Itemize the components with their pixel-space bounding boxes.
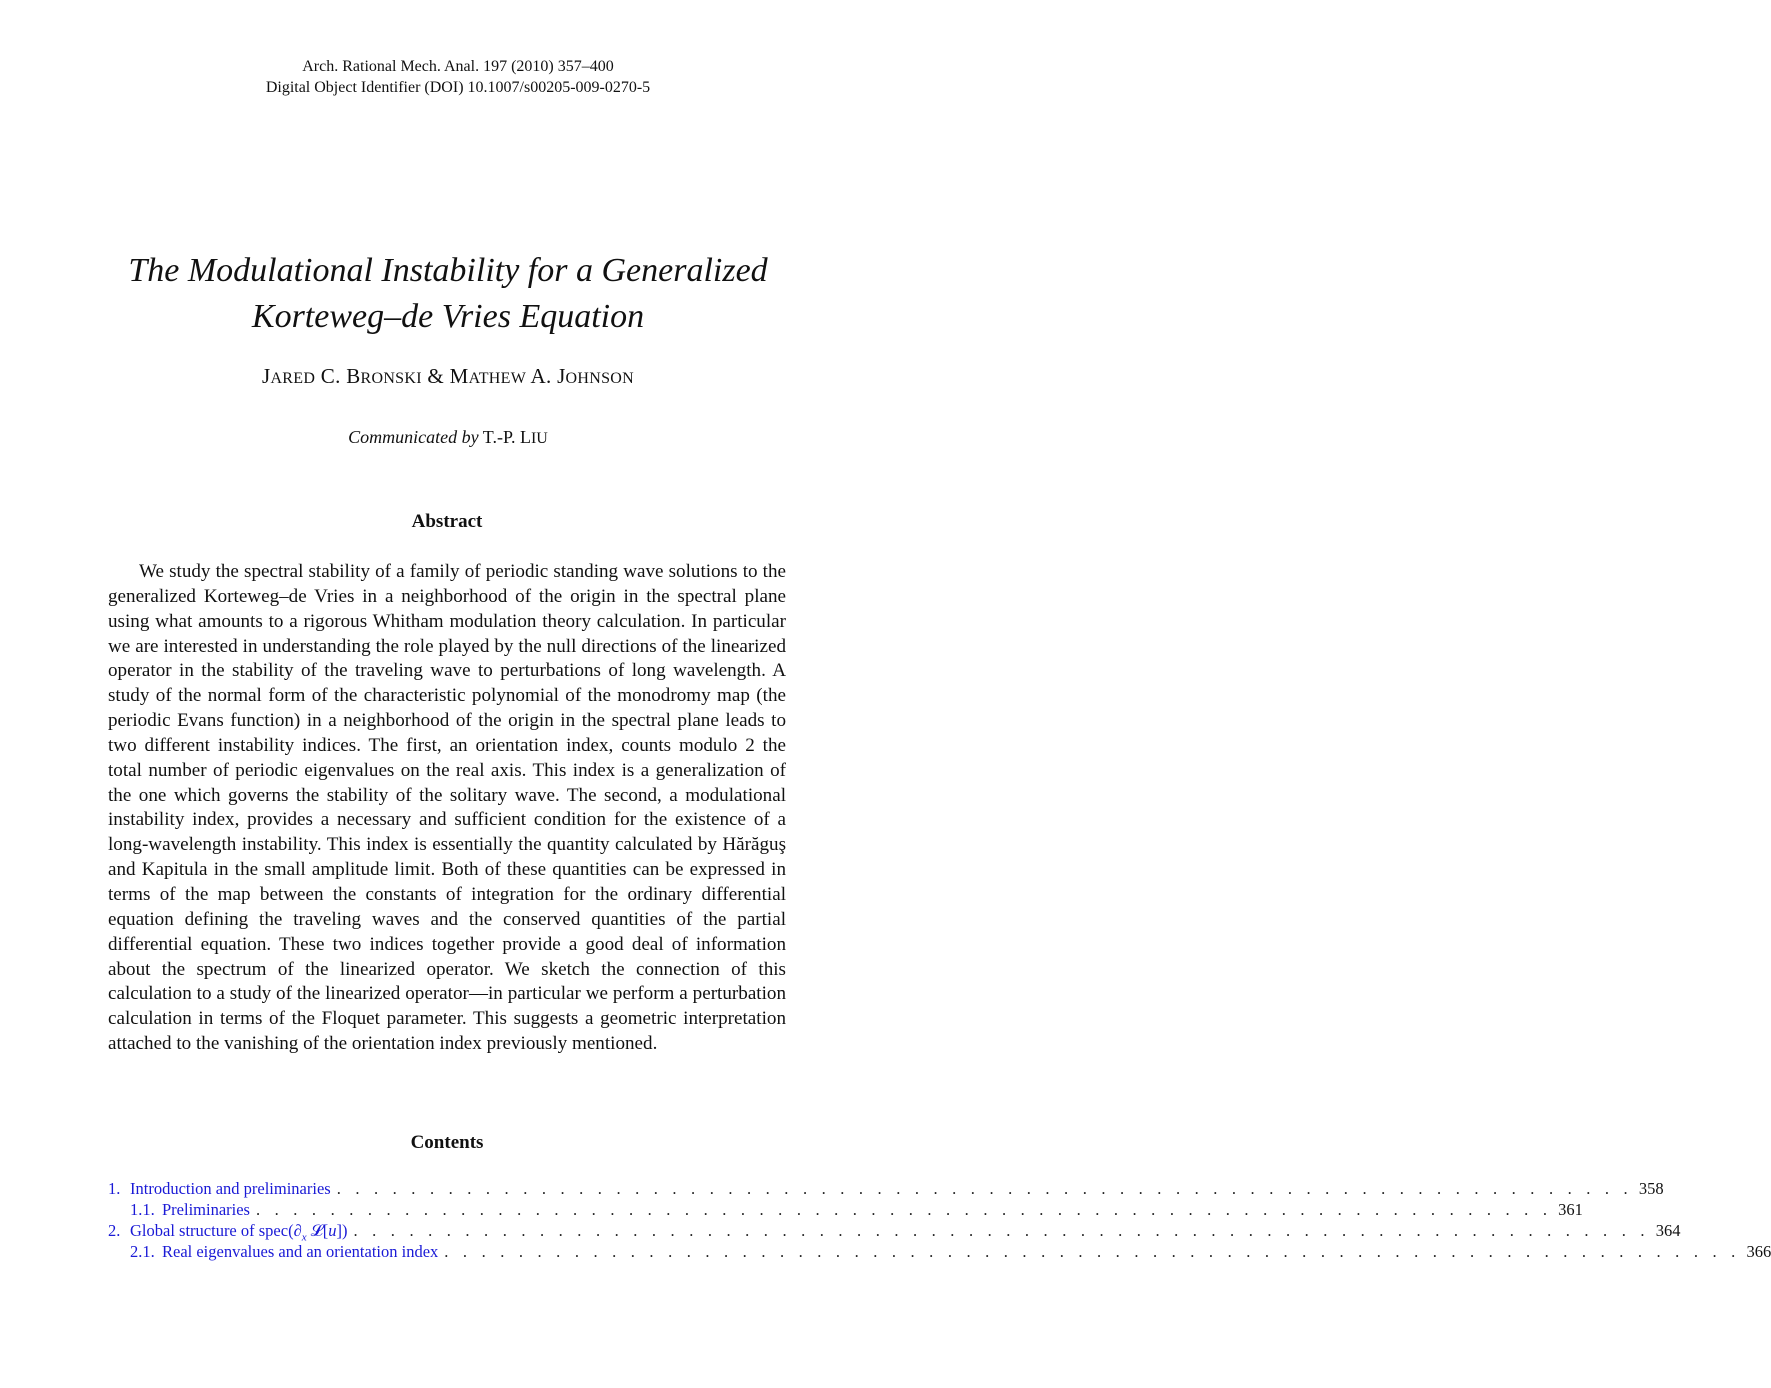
toc-leader-dots: . . . . . . . . . . . . . . . . . . . . . . . . . . . . . . . . . . . . . . . . . . . . . . . . . . . . . . . . . . . . . . . . . . . . . . bbox=[353, 1221, 1650, 1240]
toc-link-real-eigenvalues[interactable] bbox=[130, 1241, 438, 1262]
toc-leader-dots: . . . . . . . . . . . . . . . . . . . . . . . . . . . . . . . . . . . . . . . . . . . . . . . . . . . . . . . . . . . . . . . . . . . . . . bbox=[336, 1179, 1633, 1198]
author-1-rest-last: RONSKI bbox=[360, 370, 422, 387]
toc-title-operator: 𝓛 bbox=[306, 1221, 323, 1240]
author-1-rest-first: ARED bbox=[270, 370, 316, 387]
toc-number: 1.1. bbox=[130, 1200, 155, 1219]
title-line-1: The Modulational Instability for a Generalized bbox=[128, 252, 768, 289]
toc-title: Real eigenvalues and an orientation index bbox=[162, 1242, 439, 1261]
toc-title: Preliminaries bbox=[162, 1200, 250, 1219]
toc-link-introduction[interactable] bbox=[108, 1178, 331, 1199]
title-line-2: Korteweg–de Vries Equation bbox=[251, 298, 645, 335]
toc-title: Global structure of spec(∂ bbox=[130, 1221, 302, 1240]
author-2-initial-last: J bbox=[557, 364, 566, 388]
toc-title-subscript: x bbox=[301, 1231, 307, 1244]
toc-page-number: 358 bbox=[1638, 1179, 1664, 1198]
author-1-initial-last: B bbox=[346, 364, 361, 388]
toc-entry-1[interactable] bbox=[108, 1178, 1664, 1199]
communicated-name-rest: IU bbox=[530, 430, 548, 447]
journal-citation: Arch. Rational Mech. Anal. 197 (2010) 357–400 bbox=[302, 58, 614, 75]
toc-entry-2[interactable] bbox=[108, 1220, 1681, 1244]
paper-title bbox=[60, 248, 836, 340]
author-list bbox=[0, 364, 896, 389]
toc-entry-1-1[interactable] bbox=[108, 1199, 1583, 1220]
author-2-initial-first: M bbox=[449, 364, 469, 388]
author-ampersand: & bbox=[421, 364, 450, 388]
table-of-contents bbox=[108, 1178, 1771, 1262]
toc-number: 1. bbox=[108, 1179, 121, 1198]
doi-line: Digital Object Identifier (DOI) 10.1007/s00205-009-0270-5 bbox=[265, 79, 651, 96]
author-1-initial-first: J bbox=[261, 364, 271, 388]
toc-title-close: ]) bbox=[336, 1221, 348, 1240]
toc-link-preliminaries[interactable] bbox=[130, 1199, 250, 1220]
communicated-prefix: Communicated by bbox=[348, 427, 479, 447]
toc-number: 2. bbox=[108, 1221, 121, 1240]
toc-page-number: 364 bbox=[1655, 1221, 1681, 1240]
toc-title-variable: u bbox=[328, 1221, 337, 1240]
toc-leader-dots: . . . . . . . . . . . . . . . . . . . . . . . . . . . . . . . . . . . . . . . . . . . . . . . . . . . . . . . . . . . . . . . . . . . . . . bbox=[255, 1200, 1553, 1219]
toc-entry-2-1[interactable] bbox=[108, 1241, 1771, 1262]
abstract-body: We study the spectral stability of a family of periodic standing wave solutions to the generalized Korteweg–de Vries in a neighborhood of the origin in the spectral plane using what amounts to a rigorous Whitham modulation theory calculation. In particular we are interested in understanding the role played by the null directions of the linearized operator in the stability of the traveling wave to perturbations of long wavelength. A study of the normal form of the characteristic polynomial of the monodromy map (the periodic Evans function) in a neighborhood of the origin in the spectral plane leads to two different instability indices. The first, an orientation index, counts modulo 2 the total number of periodic eigenvalues on the real axis. This index is a generalization of the one which governs the stability of the solitary wave. The second, a modulational instability index, provides a necessary and sufficient condition for the existence of a long-wavelength instability. This index is essentially the quantity calculated by Hărăguş and Kapitula in the small amplitude limit. Both of these quantities can be expressed in terms of the map between the constants of integration for the ordinary differential equation defining the traveling waves and the conserved quantities of the partial differential equation. These two indices together provide a good deal of information about the spectrum of the linearized operator. We sketch the connection of this calculation to a study of the linearized operator—in particular we perform a perturbation calculation in terms of the Floquet parameter. This suggests a geometric interpretation attached to the vanishing of the orientation index previously mentioned. bbox=[108, 561, 786, 1055]
author-2-rest-first: ATHEW bbox=[468, 370, 527, 387]
communicated-initials: T.-P. L bbox=[478, 427, 531, 447]
toc-page-number: 361 bbox=[1558, 1200, 1583, 1219]
contents-heading: Contents bbox=[410, 1132, 484, 1153]
toc-page-number: 366 bbox=[1746, 1242, 1771, 1261]
author-2-middle: A. bbox=[526, 364, 558, 388]
toc-leader-dots: . . . . . . . . . . . . . . . . . . . . . . . . . . . . . . . . . . . . . . . . . . . . . . . . . . . . . . . . . . . . . . . . . . . . . . bbox=[444, 1242, 1741, 1261]
abstract-heading: Abstract bbox=[411, 511, 483, 532]
toc-title-bracket: [ bbox=[322, 1221, 329, 1240]
author-1-middle: C. bbox=[315, 364, 347, 388]
journal-header bbox=[0, 56, 916, 98]
author-2-rest-last: OHNSON bbox=[565, 370, 635, 387]
toc-title: Introduction and preliminaries bbox=[130, 1179, 331, 1198]
communicated-by bbox=[0, 427, 896, 448]
toc-number: 2.1. bbox=[130, 1242, 155, 1261]
